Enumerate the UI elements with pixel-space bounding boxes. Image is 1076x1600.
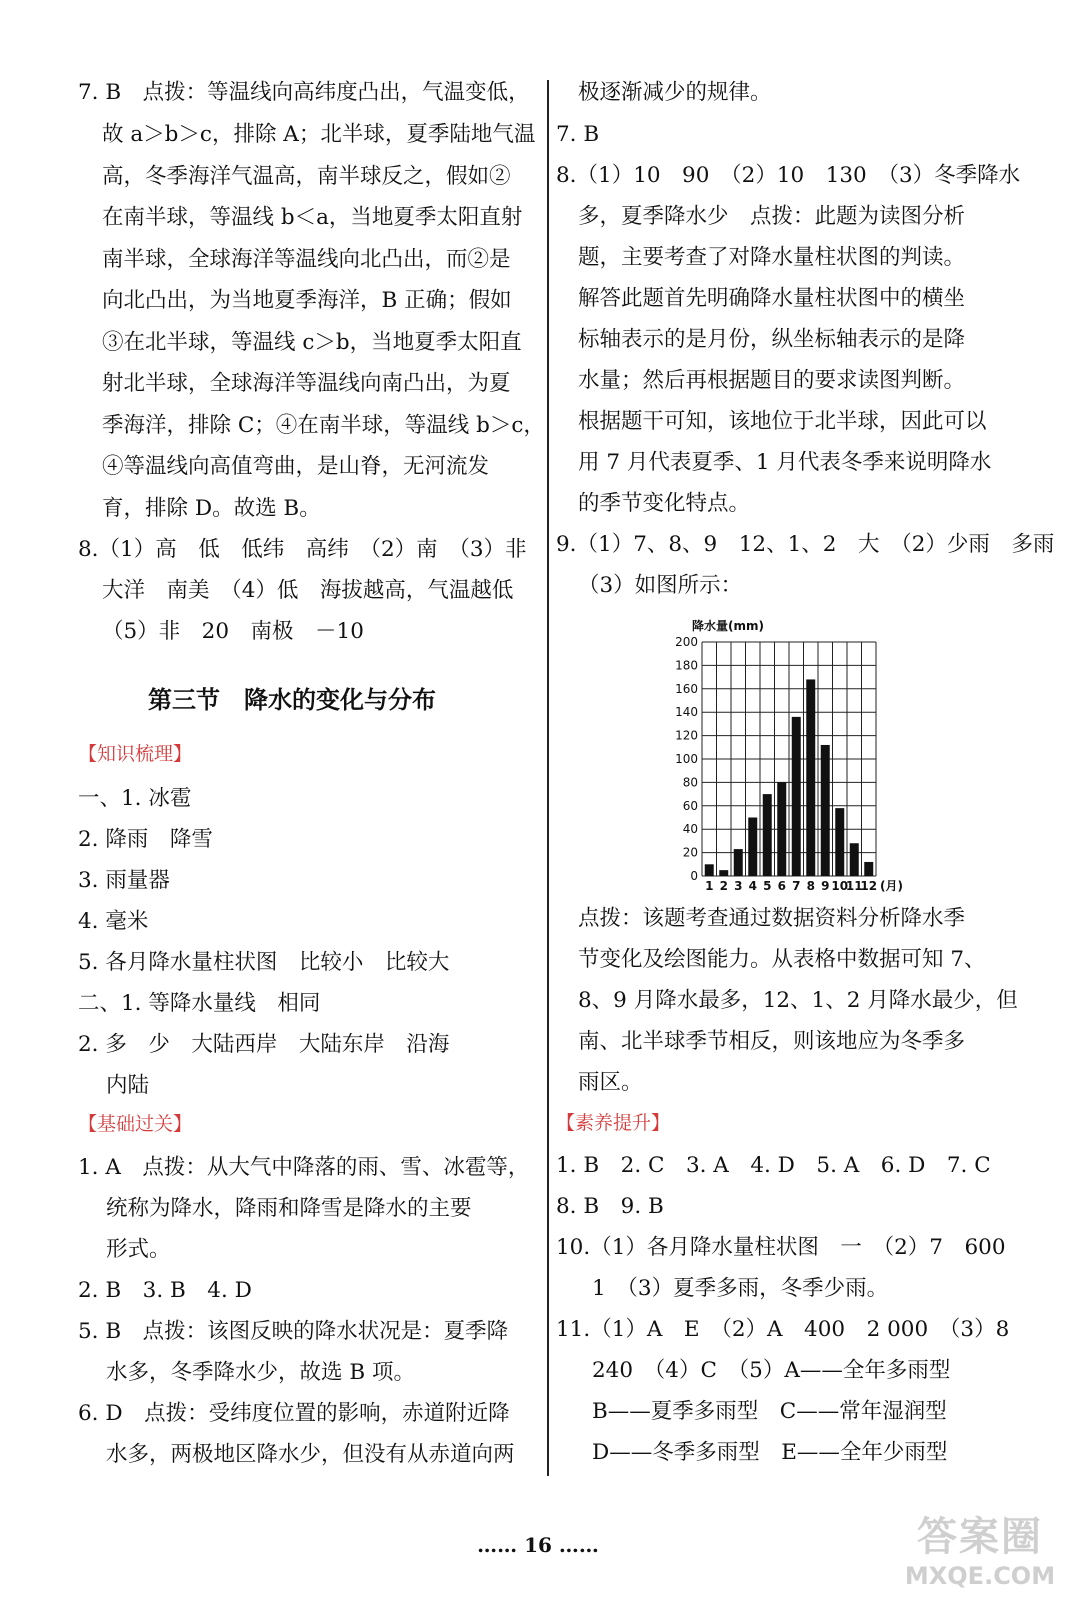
watermark-url: MXQE.COM (904, 1562, 1056, 1590)
text-line: 极逐渐减少的规律。 (578, 80, 772, 105)
list-item: 5. B 点拨：该图反映的降水状况是：夏季降 (78, 1319, 509, 1344)
x-tick-label: 2 (719, 879, 728, 893)
y-tick-label: 140 (675, 705, 698, 720)
text-line: 向北凸出，为当地夏季海洋，B 正确；假如 (102, 288, 512, 313)
y-tick-label: 20 (682, 845, 698, 860)
y-tick-label: 180 (675, 658, 698, 673)
x-tick-label: 1 (705, 879, 714, 893)
list-item: 1 （3）夏季多雨，冬季少雨。 (592, 1276, 889, 1301)
list-item: 240 （4）C （5）A——全年多雨型 (592, 1358, 951, 1383)
bar-month-12 (864, 862, 873, 876)
list-item: D——冬季多雨型 E——全年少雨型 (592, 1440, 948, 1465)
list-item: 二、1. 等降水量线 相同 (78, 991, 321, 1016)
bar-month-9 (821, 745, 830, 876)
precipitation-bar-chart (660, 612, 920, 894)
list-item: 1. B 2. C 3. A 4. D 5. A 6. D 7. C (556, 1153, 991, 1178)
text-line: 在南半球，等温线 b＜a，当地夏季太阳直射 (102, 205, 523, 230)
list-item: 3. 雨量器 (78, 868, 170, 893)
text-line: 育，排除 D。故选 B。 (102, 496, 321, 521)
y-tick-label: 40 (682, 822, 698, 837)
bar-month-11 (850, 843, 859, 876)
bar-month-3 (734, 849, 743, 876)
text-line: 7. B 点拨：等温线向高纬度凸出，气温变低， (78, 80, 530, 105)
x-tick-label: 6 (777, 879, 786, 893)
text-line: 雨区。 (578, 1070, 643, 1095)
text-line: 8、9 月降水最多，12、1、2 月降水最少，但 (578, 988, 1018, 1013)
x-tick-label: 11 (845, 879, 863, 893)
bar-month-8 (806, 679, 815, 876)
column-divider (547, 80, 549, 1476)
x-tick-label: 8 (806, 879, 815, 893)
text-line: 故 a＞b＞c，排除 A；北半球，夏季陆地气温 (102, 122, 536, 147)
y-tick-label: 60 (682, 798, 698, 813)
list-item: 11.（1）A E （2）A 400 2 000 （3）8 (556, 1317, 1010, 1342)
text-line: 射北半球，全球海洋等温线向南凸出，为夏 (102, 371, 511, 396)
x-tick-label: 9 (821, 879, 830, 893)
text-line: 季海洋，排除 C；④在南半球，等温线 b＞c， (102, 413, 545, 438)
page-number: …… 16 …… (477, 1533, 599, 1557)
list-item: 8. B 9. B (556, 1194, 664, 1219)
x-tick-label: 10 (831, 879, 849, 893)
list-item: 水多，冬季降水少，故选 B 项。 (106, 1360, 415, 1385)
text-line: ④等温线向高值弯曲，是山脊，无河流发 (102, 454, 490, 479)
bar-month-2 (719, 870, 728, 876)
y-tick-label: 100 (675, 752, 698, 766)
list-item: 水多，两极地区降水少，但没有从赤道向两 (106, 1442, 515, 1467)
text-line: 南、北半球季节相反，则该地应为冬季多 (578, 1029, 966, 1054)
text-line: 根据题干可知，该地位于北半球，因此可以 (578, 409, 987, 434)
list-item: 4. 毫米 (78, 909, 149, 934)
text-line: 解答此题首先明确降水量柱状图中的横坐 (578, 286, 966, 311)
list-item: 内陆 (106, 1073, 150, 1098)
x-tick-label: 5 (763, 879, 772, 893)
y-tick-label: 160 (675, 681, 698, 696)
text-line: 水量；然后再根据题目的要求读图判断。 (578, 368, 966, 393)
text-line: 8.（1）高 低 低纬 高纬 （2）南 （3）非 (78, 537, 527, 562)
bar-month-6 (777, 782, 786, 876)
watermark-text: 答案圈 (917, 1514, 1043, 1560)
text-line: 8.（1）10 90 （2）10 130 （3）冬季降水 (556, 163, 1021, 188)
list-item: 2. 多 少 大陆西岸 大陆东岸 沿海 (78, 1032, 450, 1057)
text-line: 节变化及绘图能力。从表格中数据可知 7、 (578, 947, 986, 972)
x-tick-label: 3 (734, 879, 743, 893)
list-item: 2. B 3. B 4. D (78, 1278, 252, 1303)
text-line: 7. B (556, 122, 600, 147)
list-item: 10.（1）各月降水量柱状图 一 （2）7 600 (556, 1235, 1006, 1260)
text-line: 多，夏季降水少 点拨：此题为读图分析 (578, 204, 966, 229)
text-line: （5）非 20 南极 －10 (102, 619, 364, 644)
improve-tag: 【素养提升】 (556, 1112, 671, 1134)
basic-tag: 【基础过关】 (78, 1113, 193, 1135)
list-item: B——夏季多雨型 C——常年湿润型 (592, 1399, 947, 1424)
list-item: 形式。 (106, 1237, 171, 1262)
bar-month-4 (748, 818, 757, 877)
text-line: （3）如图所示： (578, 573, 743, 598)
text-line: 题，主要考查了对降水量柱状图的判读。 (578, 245, 966, 270)
y-axis-label: 降水量(mm) (692, 619, 764, 633)
bar-month-10 (835, 808, 844, 876)
y-tick-label: 120 (675, 728, 698, 743)
text-line: 9.（1）7、8、9 12、1、2 大 （2）少雨 多雨 (556, 532, 1055, 557)
text-line: 高，冬季海洋气温高，南半球反之，假如② (102, 164, 511, 189)
bar-month-5 (763, 794, 772, 876)
watermark-logo (900, 1505, 1060, 1590)
y-tick-label: 200 (675, 635, 698, 649)
y-tick-label: 80 (682, 775, 698, 790)
bar-month-1 (705, 864, 714, 876)
text-line: 用 7 月代表夏季、1 月代表冬季来说明降水 (578, 450, 992, 475)
text-line: 的季节变化特点。 (578, 491, 751, 516)
x-axis-label: (月) (880, 879, 903, 893)
list-item: 5. 各月降水量柱状图 比较小 比较大 (78, 950, 450, 975)
x-tick-label: 4 (748, 879, 757, 893)
text-line: 标轴表示的是月份，纵坐标轴表示的是降 (578, 327, 966, 352)
list-item: 1. A 点拨：从大气中降落的雨、雪、冰雹等， (78, 1155, 530, 1180)
y-tick-label: 0 (690, 869, 698, 883)
text-line: ③在北半球，等温线 c＞b，当地夏季太阳直 (102, 330, 522, 355)
x-tick-label: 12 (860, 879, 878, 893)
text-line: 大洋 南美 （4）低 海拔越高，气温越低 (102, 578, 514, 603)
section-title: 第三节 降水的变化与分布 (148, 686, 436, 714)
bar-month-7 (792, 717, 801, 876)
list-item: 2. 降雨 降雪 (78, 827, 213, 852)
list-item: 一、1. 冰雹 (78, 786, 192, 811)
list-item: 6. D 点拨：受纬度位置的影响，赤道附近降 (78, 1401, 510, 1426)
text-line: 南半球，全球海洋等温线向北凸出，而②是 (102, 247, 511, 272)
list-item: 统称为降水，降雨和降雪是降水的主要 (106, 1196, 472, 1221)
knowledge-tag: 【知识梳理】 (78, 743, 193, 765)
x-tick-label: 7 (792, 879, 801, 893)
text-line: 点拨：该题考查通过数据资料分析降水季 (578, 906, 966, 931)
